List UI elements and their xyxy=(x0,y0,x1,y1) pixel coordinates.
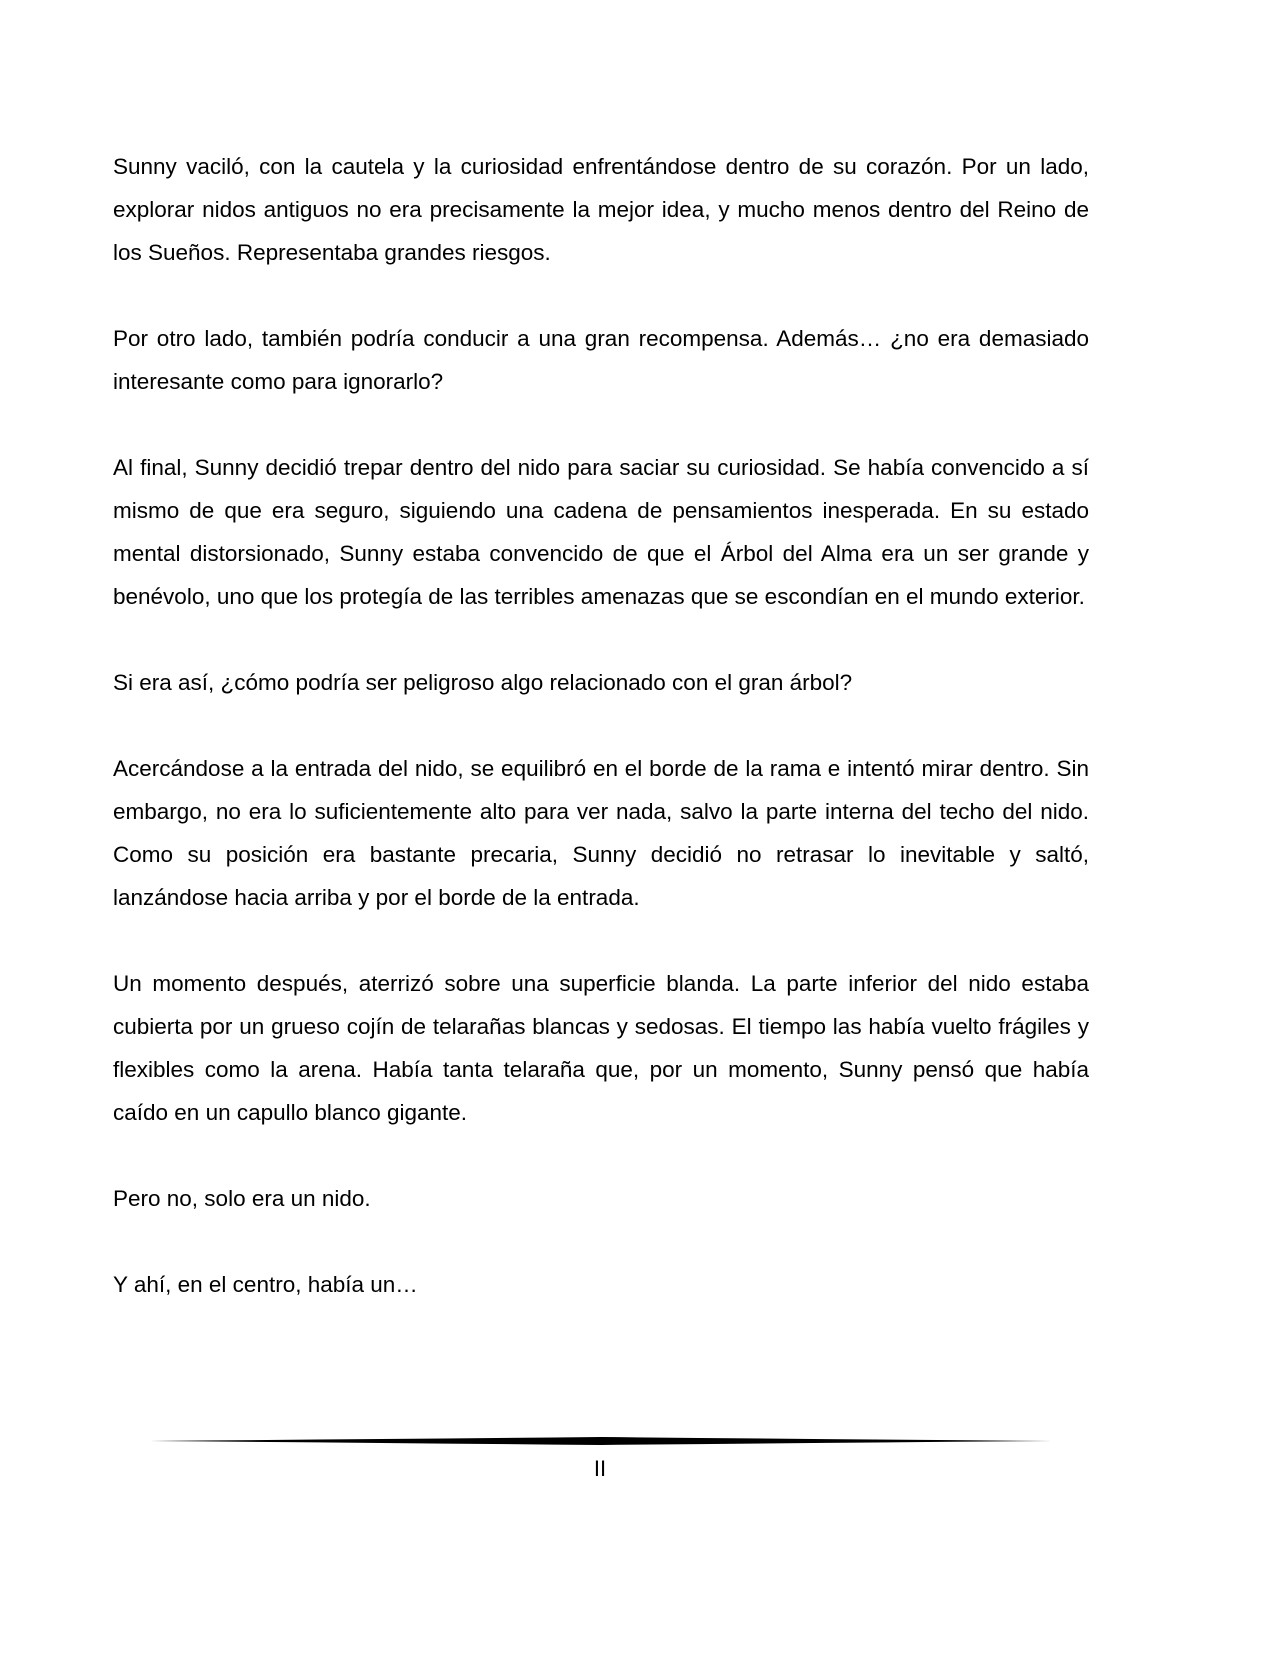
footer-divider-ornament xyxy=(150,1435,1052,1447)
paragraph-3: Al final, Sunny decidió trepar dentro del nido para saciar su curiosidad. Se había convencido a sí mismo de que era seguro, siguiendo una cadena de pensamientos inesperada. En su estado mental distorsionado, Sunny estaba convencido de que el Árbol del Alma era un ser grande y benévolo, uno que los protegía de las terribles amenazas que se escondían en el mundo exterior. xyxy=(113,455,1089,609)
paragraph-6: Un momento después, aterrizó sobre una superficie blanda. La parte inferior del nido estaba cubierta por un grueso cojín de telarañas blancas y sedosas. El tiempo las había vuelto frágiles y flexibles como la arena. Había tanta telaraña que, por un momento, Sunny pensó que había caído en un capullo blanco gigante. xyxy=(113,971,1089,1125)
paragraph-7: Pero no, solo era un nido. xyxy=(113,1186,371,1211)
paragraph-2: Por otro lado, también podría conducir a una gran recompensa. Además… ¿no era demasiado interesante como para ignorarlo? xyxy=(113,326,1089,394)
paragraph-5: Acercándose a la entrada del nido, se equilibró en el borde de la rama e intentó mirar dentro. Sin embargo, no era lo suficientemente alto para ver nada, salvo la parte interna del techo del nido. Como su posición era bastante precaria, Sunny decidió no retrasar lo inevitable y saltó, lanzándose hacia arriba y por el borde de la entrada. xyxy=(113,756,1089,910)
paragraph-1: Sunny vaciló, con la cautela y la curiosidad enfrentándose dentro de su corazón. Por un lado, explorar nidos antiguos no era precisamente la mejor idea, y mucho menos dentro del Reino de los Sueños. Representaba grandes riesgos. xyxy=(113,154,1089,265)
page-number: II xyxy=(593,1456,607,1481)
paragraph-4: Si era así, ¿cómo podría ser peligroso algo relacionado con el gran árbol? xyxy=(113,670,853,695)
paragraph-8: Y ahí, en el centro, había un… xyxy=(113,1272,418,1297)
body-text xyxy=(113,145,1089,1349)
